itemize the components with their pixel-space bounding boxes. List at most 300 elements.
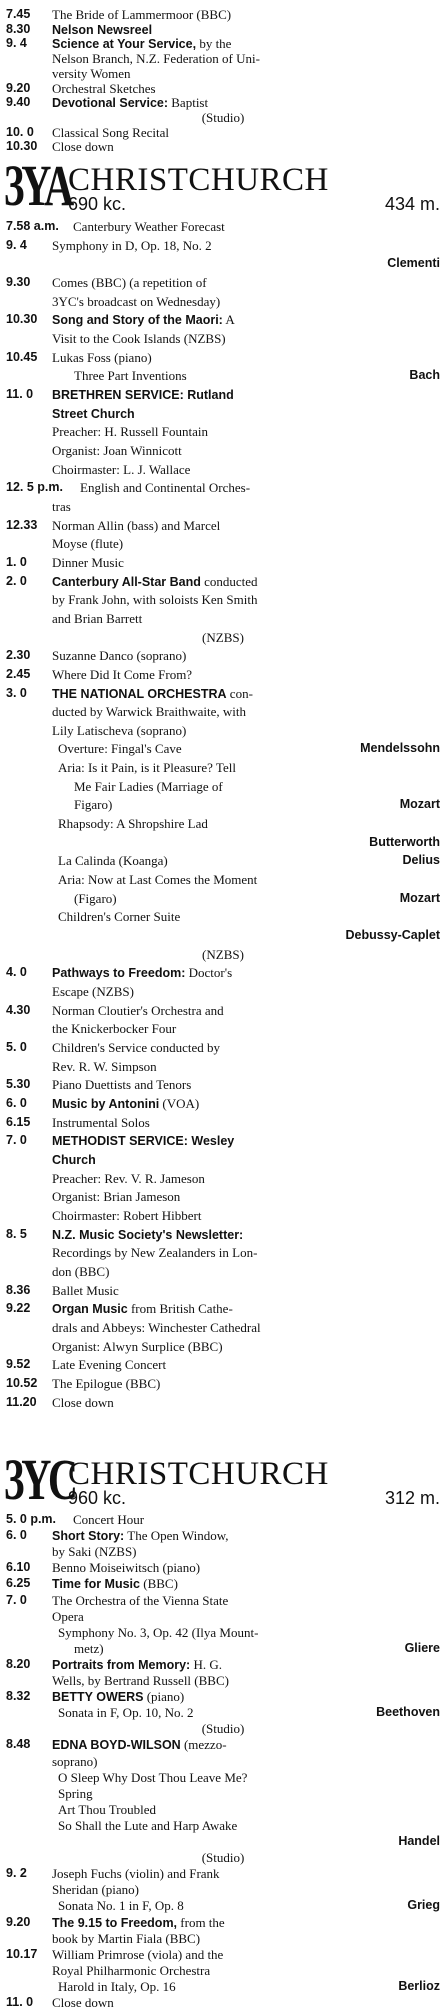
programme-text <box>52 1151 96 1169</box>
listing-line <box>0 1914 446 1931</box>
programme-description: tras <box>52 499 71 514</box>
programme-text <box>74 367 187 384</box>
programme-description: soprano) <box>52 1754 98 1769</box>
listing-line <box>0 1865 446 1882</box>
listing-line <box>0 311 446 328</box>
listing-line <box>0 740 446 757</box>
programme-text <box>58 1817 237 1834</box>
programme-text <box>52 1592 228 1609</box>
programme-time: 2.45 <box>6 667 31 681</box>
programme-text <box>52 1881 139 1898</box>
listing-line <box>0 1095 446 1112</box>
programme-text <box>74 1640 104 1657</box>
programme-time: 5. 0 <box>6 1040 27 1054</box>
programme-title: N.Z. Music Society's Newsletter: <box>52 1228 244 1242</box>
programme-description: Royal Philharmonic Orchestra <box>52 1963 211 1978</box>
programme-description: Late Evening Concert <box>52 1357 167 1372</box>
composer-name: Debussy-Caplet <box>345 928 440 942</box>
programme-description: ducted by Warwick Braithwaite, with <box>52 704 247 719</box>
listing-line <box>0 1656 446 1673</box>
listing-line <box>0 1282 446 1299</box>
listing-line <box>0 1897 446 1914</box>
listing-line <box>0 1801 446 1818</box>
listing-line <box>0 1263 446 1280</box>
station-wavelength: 312 m. <box>384 1488 440 1508</box>
programme-text <box>52 666 192 683</box>
programme-text <box>52 1736 227 1754</box>
programme-description: The Epilogue (BBC) <box>52 1376 161 1391</box>
programme-description: Orchestral Sketches <box>52 81 156 96</box>
programme-description: Instrumental Solos <box>52 1115 150 1130</box>
programme-detail: A <box>222 312 235 327</box>
programme-title: Short Story: <box>52 1529 125 1543</box>
programme-description: Rev. R. W. Simpson <box>52 1059 157 1074</box>
programme-description: So Shall the Lute and Harp Awake <box>58 1818 238 1833</box>
programme-description: Wells, by Bertrand Russell (BBC) <box>52 1673 229 1688</box>
listing-line <box>0 629 446 646</box>
programme-description: Lily Latischeva (soprano) <box>52 723 187 738</box>
listing-line <box>0 1375 446 1392</box>
programme-text <box>52 1114 150 1131</box>
programme-description: Symphony No. 3, Op. 42 (Ilya Mount- <box>58 1625 259 1640</box>
composer-name: Mozart <box>399 891 440 905</box>
programme-description: Recordings by New Zealanders in Lon- <box>52 1245 258 1260</box>
programme-time: 11. 0 <box>6 387 34 401</box>
programme-time: 9. 4 <box>6 238 27 252</box>
programme-time: 6. 0 <box>6 1096 27 1110</box>
programme-time: 10.52 <box>6 1376 38 1390</box>
listing-line <box>0 647 446 664</box>
listing-line <box>0 927 446 944</box>
programme-text <box>52 311 235 329</box>
listing-line <box>0 1881 446 1898</box>
programme-time: 4.30 <box>6 1003 31 1017</box>
programme-detail: by the <box>196 36 232 51</box>
programme-text <box>58 1769 247 1786</box>
programme-text <box>58 759 236 776</box>
programme-text <box>52 1994 114 2011</box>
programme-time: 10.17 <box>6 1947 38 1961</box>
composer-name: Butterworth <box>369 835 440 849</box>
programme-description: Organist: Joan Winnicott <box>52 443 182 458</box>
listing-line <box>0 908 446 925</box>
programme-description: Where Did It Come From? <box>52 667 193 682</box>
listing-line <box>0 778 446 795</box>
programme-description: Moyse (flute) <box>52 536 124 551</box>
station-city: CHRISTCHURCH <box>68 1456 329 1492</box>
programme-time: 12.33 <box>6 518 38 532</box>
listing-line <box>0 1753 446 1770</box>
listing-line <box>0 1338 446 1355</box>
listing-line <box>0 1319 446 1336</box>
listing-line <box>0 255 446 272</box>
programme-time: 6.10 <box>6 1560 31 1574</box>
programme-time: 6.25 <box>6 1576 31 1590</box>
listing-line <box>0 1207 446 1224</box>
programme-description: Children's Service conducted by <box>52 1040 221 1055</box>
listing-line <box>0 1151 446 1168</box>
programme-title: Church <box>52 1153 96 1167</box>
programme-title: EDNA BOYD-WILSON <box>52 1738 181 1752</box>
programme-description: Visit to the Cook Islands (NZBS) <box>52 331 226 346</box>
programme-description: Aria: Is it Pain, is it Pleasure? Tell <box>58 760 236 775</box>
programme-text <box>74 890 117 907</box>
station-callsign: 3YA <box>4 153 71 218</box>
programme-text <box>52 573 258 591</box>
programme-time: 10.30 <box>6 139 38 153</box>
listing-line <box>0 479 446 496</box>
programme-text <box>74 778 223 795</box>
programme-description: by Frank John, with soloists Ken Smith <box>52 592 258 607</box>
listing-line <box>0 1188 446 1205</box>
programme-text <box>52 405 135 423</box>
programme-description: Sonata in F, Op. 10, No. 2 <box>58 1705 194 1720</box>
listing-line <box>0 1849 446 1866</box>
listing-line <box>0 1002 446 1019</box>
programme-description: William Primrose (viola) and the <box>52 1947 224 1962</box>
programme-time: 9.20 <box>6 1915 31 1929</box>
programme-description: Escape (NZBS) <box>52 984 134 999</box>
listing-line <box>0 1543 446 1560</box>
programme-description: Benno Moiseiwitsch (piano) <box>52 1560 201 1575</box>
listing-line <box>0 1575 446 1592</box>
programme-description: Overture: Fingal's Cave <box>58 741 182 756</box>
programme-text <box>52 1946 223 1963</box>
programme-title: Music by Antonini <box>52 1097 160 1111</box>
programme-description: Choirmaster: Robert Hibbert <box>52 1208 202 1223</box>
listing-line <box>0 685 446 702</box>
listing-line <box>0 1736 446 1753</box>
station-wavelength: 434 m. <box>384 194 440 214</box>
programme-text <box>58 1624 258 1641</box>
programme-text <box>80 479 250 496</box>
listing-line <box>0 946 446 963</box>
programme-title: Science at Your Service, <box>52 37 197 51</box>
listing-line <box>0 1688 446 1705</box>
programme-description: Preacher: H. Russell Fountain <box>52 424 208 439</box>
programme-description: Organist: Brian Jameson <box>52 1189 181 1204</box>
programme-text <box>58 1897 184 1914</box>
programme-text <box>58 740 182 757</box>
programme-description: Canterbury Weather Forecast <box>73 219 225 234</box>
listing-line <box>0 666 446 683</box>
programme-text <box>52 461 190 478</box>
programme-text <box>58 815 208 832</box>
listing-line <box>0 1114 446 1131</box>
programme-detail: (piano) <box>143 1689 185 1704</box>
programme-text <box>52 1039 220 1056</box>
programme-description: Symphony in D, Op. 18, No. 2 <box>52 238 212 253</box>
station-frequency: 690 kc. <box>68 194 127 214</box>
listing-line <box>0 1769 446 1786</box>
programme-description: 3YC's broadcast on Wednesday) <box>52 294 221 309</box>
listing-line <box>0 293 446 310</box>
listing-line <box>0 1833 446 1850</box>
programme-text <box>52 1672 229 1689</box>
programme-text <box>52 330 226 347</box>
programme-text <box>52 1188 180 1205</box>
listing-line <box>0 1930 446 1947</box>
programme-text <box>52 1058 157 1075</box>
programme-detail: conducted <box>200 574 258 589</box>
programme-text <box>73 218 225 235</box>
programme-text <box>52 1207 201 1224</box>
programme-time: 9.20 <box>6 81 31 95</box>
composer-name: Grieg <box>407 1898 440 1912</box>
programme-description: drals and Abbeys: Winchester Cathedral <box>52 1320 261 1335</box>
listing-line <box>0 964 446 981</box>
listing-line <box>0 349 446 366</box>
programme-text <box>52 498 71 515</box>
listing-line <box>0 535 446 552</box>
programme-title: Canterbury All-Star Band <box>52 575 201 589</box>
listing-line <box>0 218 446 235</box>
programme-title: The 9.15 to Freedom, <box>52 1916 178 1930</box>
programme-description: Children's Corner Suite <box>58 909 181 924</box>
composer-name: Handel <box>398 1834 440 1848</box>
composer-name: Gliere <box>404 1641 440 1655</box>
listing-line <box>0 759 446 776</box>
studio-note: (NZBS) <box>202 947 244 962</box>
programme-text <box>58 852 168 869</box>
programme-time: 3. 0 <box>6 686 27 700</box>
programme-text <box>52 1282 119 1299</box>
programme-time: 8.36 <box>6 1283 31 1297</box>
programme-description: Norman Cloutier's Orchestra and <box>52 1003 224 1018</box>
programme-text <box>58 1704 193 1721</box>
programme-text <box>52 722 186 739</box>
programme-title: Street Church <box>52 407 135 421</box>
listing-line <box>0 1058 446 1075</box>
programme-description: Nelson Branch, N.Z. Federation of Uni- <box>52 51 260 66</box>
programme-time: 2.30 <box>6 648 31 662</box>
listing-line <box>0 834 446 851</box>
listing-line <box>0 1946 446 1963</box>
listing-line <box>0 330 446 347</box>
programme-text <box>52 1226 243 1244</box>
programme-text <box>52 386 234 404</box>
programme-text <box>52 685 253 703</box>
programme-text <box>52 1375 160 1392</box>
programme-description: La Calinda (Koanga) <box>58 853 168 868</box>
programme-time: 9.40 <box>6 95 31 109</box>
programme-description: Preacher: Rev. V. R. Jameson <box>52 1171 205 1186</box>
programme-time: 2. 0 <box>6 574 27 588</box>
programme-description: Classical Song Recital <box>52 125 169 140</box>
listing-line <box>0 1226 446 1243</box>
programme-text <box>52 423 208 440</box>
programme-text <box>52 1608 84 1625</box>
composer-name: Delius <box>402 853 440 867</box>
composer-name: Bach <box>409 368 440 382</box>
programme-text <box>52 1076 191 1093</box>
listing-line <box>0 1624 446 1641</box>
programme-detail: (VOA) <box>159 1096 200 1111</box>
listing-line <box>0 1785 446 1802</box>
programme-description: the Knickerbocker Four <box>52 1021 177 1036</box>
listing-line <box>0 1994 446 2011</box>
listing-line <box>0 983 446 1000</box>
studio-note: (Studio) <box>201 1721 245 1736</box>
programme-text <box>52 293 220 310</box>
programme-time: 9.22 <box>6 1301 31 1315</box>
programme-text <box>52 1338 223 1355</box>
composer-name: Beethoven <box>376 1705 440 1719</box>
listing-line <box>0 386 446 403</box>
programme-text <box>52 535 123 552</box>
programme-text <box>52 1300 233 1318</box>
listing-line <box>0 423 446 440</box>
listing-line <box>0 890 446 907</box>
programme-title: Nelson Newsreel <box>52 23 153 37</box>
programme-description: Sheridan (piano) <box>52 1882 140 1897</box>
programme-time: 8.20 <box>6 1657 31 1671</box>
listing-line <box>0 1039 446 1056</box>
programme-text <box>52 1575 178 1593</box>
programme-title: THE NATIONAL ORCHESTRA <box>52 687 227 701</box>
programme-time: 6. 0 <box>6 1528 27 1542</box>
programme-time: 10. 0 <box>6 125 34 139</box>
programme-time: 10.30 <box>6 312 38 326</box>
programme-text <box>52 703 246 720</box>
programme-text <box>52 1244 257 1261</box>
programme-text <box>58 1785 93 1802</box>
programme-description: (Figaro) <box>74 891 117 906</box>
programme-description: Dinner Music <box>52 555 124 570</box>
programme-description: Norman Allin (bass) and Marcel <box>52 518 221 533</box>
programme-description: Opera <box>52 1609 84 1624</box>
programme-description: Close down <box>52 139 114 154</box>
listing-line <box>0 405 446 422</box>
programme-description: Art Thou Troubled <box>58 1802 156 1817</box>
programme-time: 6.15 <box>6 1115 31 1129</box>
programme-text <box>52 1559 200 1576</box>
studio-note: (NZBS) <box>202 630 244 645</box>
listing-line <box>0 1978 446 1995</box>
programme-description: Piano Duettists and Tenors <box>52 1077 192 1092</box>
programme-description: Aria: Now at Last Comes the Moment <box>58 872 258 887</box>
listing-line <box>0 442 446 459</box>
programme-detail: (BBC) <box>139 1576 178 1591</box>
programme-title: Devotional Service: <box>52 96 169 110</box>
programme-detail: from British Cathe- <box>127 1301 233 1316</box>
programme-text <box>58 1801 156 1818</box>
programme-time: 11. 0 <box>6 1995 34 2009</box>
programme-description: and Brian Barrett <box>52 611 143 626</box>
programme-text <box>52 517 220 534</box>
programme-text <box>52 1865 220 1882</box>
programme-title: Time for Music <box>52 1577 140 1591</box>
programme-detail: (mezzo- <box>180 1737 227 1752</box>
listing-line <box>0 871 446 888</box>
programme-time: 12. 5 p.m. <box>6 480 63 494</box>
listing-line <box>0 1527 446 1544</box>
programme-text <box>52 1095 199 1113</box>
programme-text <box>52 1002 224 1019</box>
listing-line <box>0 1704 446 1721</box>
programme-description: Harold in Italy, Op. 16 <box>58 1979 176 1994</box>
listing-line <box>0 1020 446 1037</box>
programme-text <box>52 1020 176 1037</box>
programme-text <box>58 908 180 925</box>
programme-text <box>52 554 124 571</box>
programme-description: Comes (BBC) (a repetition of <box>52 275 207 290</box>
programme-time: 8.30 <box>6 22 31 36</box>
programme-description: Joseph Fuchs (violin) and Frank <box>52 1866 220 1881</box>
listing-line <box>0 461 446 478</box>
programme-detail: The Open Window, <box>124 1528 229 1543</box>
programme-description: Suzanne Danco (soprano) <box>52 648 187 663</box>
programme-text <box>52 1962 210 1979</box>
programme-description: don (BBC) <box>52 1264 110 1279</box>
programme-text <box>52 1930 200 1947</box>
programme-time: 9.30 <box>6 275 31 289</box>
programme-time: 8.32 <box>6 1689 31 1703</box>
programme-description: O Sleep Why Dost Thou Leave Me? <box>58 1770 248 1785</box>
programme-description: The Bride of Lammermoor (BBC) <box>52 7 232 22</box>
listing-line <box>0 815 446 832</box>
studio-note: (Studio) <box>201 110 245 125</box>
programme-time: 10.45 <box>6 350 38 364</box>
programme-text <box>52 274 207 291</box>
composer-name: Mendelssohn <box>360 741 440 755</box>
programme-title: Song and Story of the Maori: <box>52 313 223 327</box>
listing-line <box>0 703 446 720</box>
station-callsign: 3YC <box>4 1447 75 1512</box>
programme-detail: H. G. <box>190 1657 223 1672</box>
listing-line <box>0 237 446 254</box>
programme-time: 8.48 <box>6 1737 31 1751</box>
listing-line <box>0 722 446 739</box>
composer-name: Mozart <box>399 797 440 811</box>
listing-line <box>0 610 446 627</box>
listing-line <box>0 1592 446 1609</box>
listing-line <box>0 1244 446 1261</box>
listing-line <box>0 1356 446 1373</box>
programme-text <box>52 442 182 459</box>
programme-text <box>52 1170 205 1187</box>
programme-description: book by Martin Fiala (BBC) <box>52 1931 201 1946</box>
listing-line <box>0 1559 446 1576</box>
programme-time: 7.58 a.m. <box>6 219 59 233</box>
programme-text <box>52 591 258 608</box>
listing-line <box>0 1511 446 1528</box>
programme-time: 9.52 <box>6 1357 31 1371</box>
programme-text <box>52 964 232 982</box>
programme-detail: from the <box>177 1915 225 1930</box>
programme-description: Spring <box>58 1786 93 1801</box>
listing-line <box>0 1608 446 1625</box>
programme-text <box>52 1543 137 1560</box>
programme-text <box>52 1394 114 1411</box>
programme-time: 8. 5 <box>6 1227 27 1241</box>
listing-line <box>0 1962 446 1979</box>
programme-description: Close down <box>52 1395 114 1410</box>
listing-line <box>0 367 446 384</box>
programme-time: 5.30 <box>6 1077 31 1091</box>
programme-description: Figaro) <box>74 797 113 812</box>
programme-text <box>52 610 142 627</box>
programme-description: by Saki (NZBS) <box>52 1544 137 1559</box>
programme-text <box>58 1978 176 1995</box>
programme-title: METHODIST SERVICE: Wesley <box>52 1134 235 1148</box>
programme-description: Close down <box>52 1995 114 2010</box>
programme-text <box>52 1132 234 1150</box>
listing-line <box>0 1672 446 1689</box>
listing-line <box>0 1817 446 1834</box>
programme-description: versity Women <box>52 66 131 81</box>
programme-time: 7. 0 <box>6 1593 27 1607</box>
